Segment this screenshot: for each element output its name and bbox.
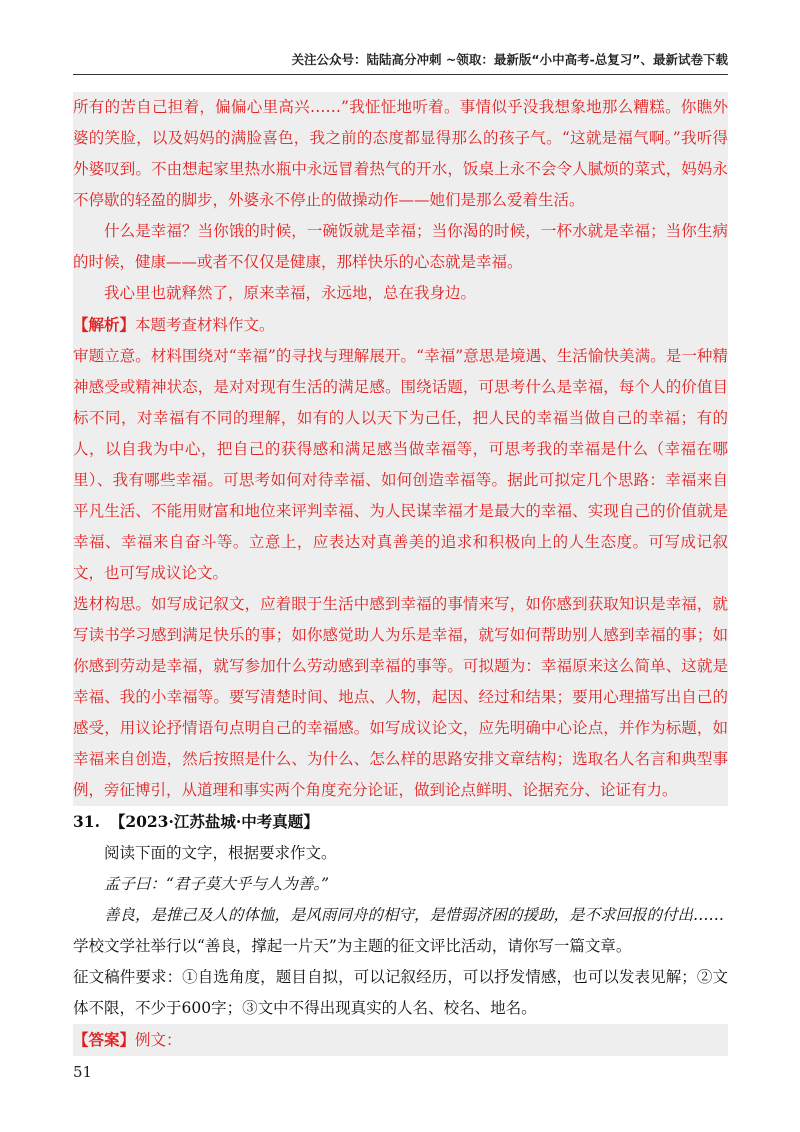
analysis-label: 【解析】 (73, 315, 136, 334)
answer-text: 例文： (135, 1031, 182, 1049)
answer-line (73, 1024, 728, 1056)
page-header: 关注公众号：陆陆高分冲刺 ~领取：最新版“小中高考-总复习”、最新试卷下载 (73, 50, 728, 75)
analysis-intro: 本题考查材料作文。 (135, 316, 275, 334)
page-number: 51 (73, 1063, 93, 1081)
essay-continuation (73, 92, 728, 309)
analysis-paragraph: 选材构思。如写成记叙文，应着眼于生活中感到幸福的事情来写，如你感到获取知识是幸福，就写读书学习感到满足快乐的事；如你感觉助人为乐是幸福，就写如何帮助别人感到幸福的事；如你感到劳动是幸福，就写参加什么劳动感到幸福的事等。可拟题为：幸福原来这么简单、这就是幸福、我的小幸福等。要写清楚时间、地点、人物，起因、经过和结果；要用心理描写出自己的感受，用议论抒情语句点明自己的幸福感。如写成议论文，应先明确中心论点，并作为标题，如幸福来自创造，然后按照是什么、为什么、怎么样的思路安排文章结构；选取名人名言和典型事例，旁征博引，从道理和事实两个角度充分论证，做到论点鲜明、论据充分、论证有力。 (73, 595, 728, 799)
question-passage: 善良，是推己及人的体恤，是风雨同舟的相守，是惜弱济困的援助，是不求回报的付出…… (104, 906, 725, 924)
essay-paragraph: 所有的苦自己担着，偏偏心里高兴……”我怔怔地听着。事情似乎没我想象地那么糟糕。你瞧外婆的笑脸，以及妈妈的满脸喜色，我之前的态度都显得那么的孩子气。“这就是福气啊。”我听得外婆叹到。不由想起家里热水瓶中永远冒着热气的开水，饭桌上永不会令人腻烦的菜式，妈妈永不停歇的轻盈的脚步，外婆永不停止的做操动作——她们是那么爱着生活。 (73, 98, 728, 209)
question-quote: 孟子曰：“君子莫大乎与人为善。” (104, 875, 330, 893)
answer-section (73, 1024, 728, 1056)
question-instruction: 阅读下面的文字，根据要求作文。 (104, 844, 337, 862)
essay-paragraph: 我心里也就释然了，原来幸福，永远地，总在我身边。 (104, 284, 477, 302)
answer-label: 【答案】 (73, 1030, 136, 1049)
analysis-section (73, 309, 728, 806)
question-activity: 学校文学社举行以“善良，撑起一片天”为主题的征文评比活动，请你写一篇文章。 (73, 937, 632, 955)
question-requirements: 征文稿件要求：①自选角度，题目自拟，可以记叙经历，可以抒发情感，也可以发表见解；②文体不限，不少于600字；③文中不得出现真实的人名、校名、地名。 (73, 968, 728, 1017)
analysis-paragraph: 审题立意。材料围绕对“幸福”的寻找与理解展开。“幸福”意思是境遇、生活愉快美满。是一种精神感受或精神状态，是对对现有生活的满足感。围绕话题，可思考什么是幸福，每个人的价值目标不同，对幸福有不同的理解，如有的人以天下为己任，把人民的幸福当做自己的幸福；有的人，以自我为中心，把自己的获得感和满足感当做幸福等，可思考我的幸福是什么（幸福在哪里）、我有哪些幸福。可思考如何对待幸福、如何创造幸福等。据此可拟定几个思路：幸福来自平凡生活、不能用财富和地位来评判幸福、为人民谋幸福才是最大的幸福、实现自己的价值就是幸福、幸福来自奋斗等。立意上，应表达对真善美的追求和积极向上的人生态度。可写成记叙文，也可写成议论文。 (73, 347, 728, 582)
page-body (73, 92, 728, 1056)
question-number: 31. (73, 812, 100, 831)
analysis-intro-line (73, 309, 728, 341)
question-31 (73, 806, 728, 1024)
essay-paragraph: 什么是幸福？当你饿的时候，一碗饭就是幸福；当你渴的时候，一杯水就是幸福；当你生病的时候，健康——或者不仅仅是健康，那样快乐的心态就是幸福。 (73, 222, 728, 271)
question-source: 【2023·江苏盐城·中考真题】 (109, 812, 319, 831)
question-heading (73, 806, 728, 838)
